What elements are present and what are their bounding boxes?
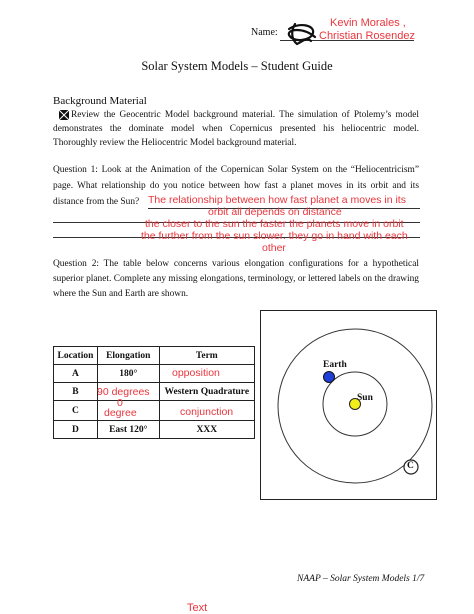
q1-answer-line-1: The relationship between how fast planet a moves in its: [148, 194, 406, 206]
cell-term: XXX: [159, 421, 254, 439]
background-heading: Background Material: [53, 95, 147, 107]
earth-marker: [324, 372, 335, 383]
q1-answer-line-4: the further from the sun slower. they go in hand with each: [141, 230, 408, 242]
q1-answer-line-2: orbit all depends on distance: [208, 206, 342, 218]
name-annotation-line1: Kevin Morales ,: [330, 17, 406, 29]
elongation-table: [53, 346, 255, 439]
header-term: Term: [159, 347, 254, 365]
planet-c-label: C: [407, 461, 414, 471]
cell-term: Western Quadrature: [159, 383, 254, 401]
name-label: Name:: [251, 27, 278, 38]
background-paragraph: Review the Geocentric Model background material. The simulation of Ptolemy’s model demonstrates the dominate model when Copernicus presented his heliocentric model. Thoroughly review the Heliocentric Model background material.: [53, 110, 419, 148]
header-elongation: Elongation: [97, 347, 159, 365]
answer-c-elongation-2: degree: [104, 407, 137, 419]
table-row: [54, 365, 255, 383]
table-row: [54, 421, 255, 439]
signature-scribble: [285, 19, 319, 49]
cell-location: C: [54, 401, 98, 421]
table-row: [54, 383, 255, 401]
page-title: Solar System Models – Student Guide: [141, 59, 333, 73]
name-annotation-line2: Christian Rosendez: [319, 30, 415, 42]
q1-answer-line-3: the closer to the sun the faster the planets move in orbit: [145, 218, 404, 230]
answer-b-elongation: 90 degrees: [97, 386, 150, 398]
cell-location: B: [54, 383, 98, 401]
cell-location: D: [54, 421, 98, 439]
header-location: Location: [54, 347, 98, 365]
table-header-row: [54, 347, 255, 365]
question-1-text: Question 1: Look at the Animation of the Copernican Solar System on the “Heliocentricism” page. What relationship do you notice between how fast a planet moves in its orbit and its distance from the Sun?: [53, 165, 419, 207]
q1-answer-line-5: other: [262, 242, 286, 254]
sun-label: Sun: [357, 393, 373, 403]
answer-a-term: opposition: [172, 367, 220, 379]
question-2-text: Question 2: The table below concerns various elongation configurations for a hypothetical superior planet. Complete any missing elongations, terminology, or lettered labels on the drawing where the Sun and Earth are shown.: [53, 259, 419, 300]
cell-location: A: [54, 365, 98, 383]
cell-elongation: East 120°: [97, 421, 159, 439]
cell-elongation: 180°: [97, 365, 159, 383]
answer-c-elongation-1: 0: [117, 397, 123, 409]
answer-c-term: conjunction: [180, 406, 234, 418]
orbit-diagram: [260, 310, 437, 500]
page-footer: NAAP – Solar System Models 1/7: [297, 574, 425, 584]
stray-text-annotation: Text: [187, 602, 208, 614]
earth-label: Earth: [323, 360, 347, 370]
